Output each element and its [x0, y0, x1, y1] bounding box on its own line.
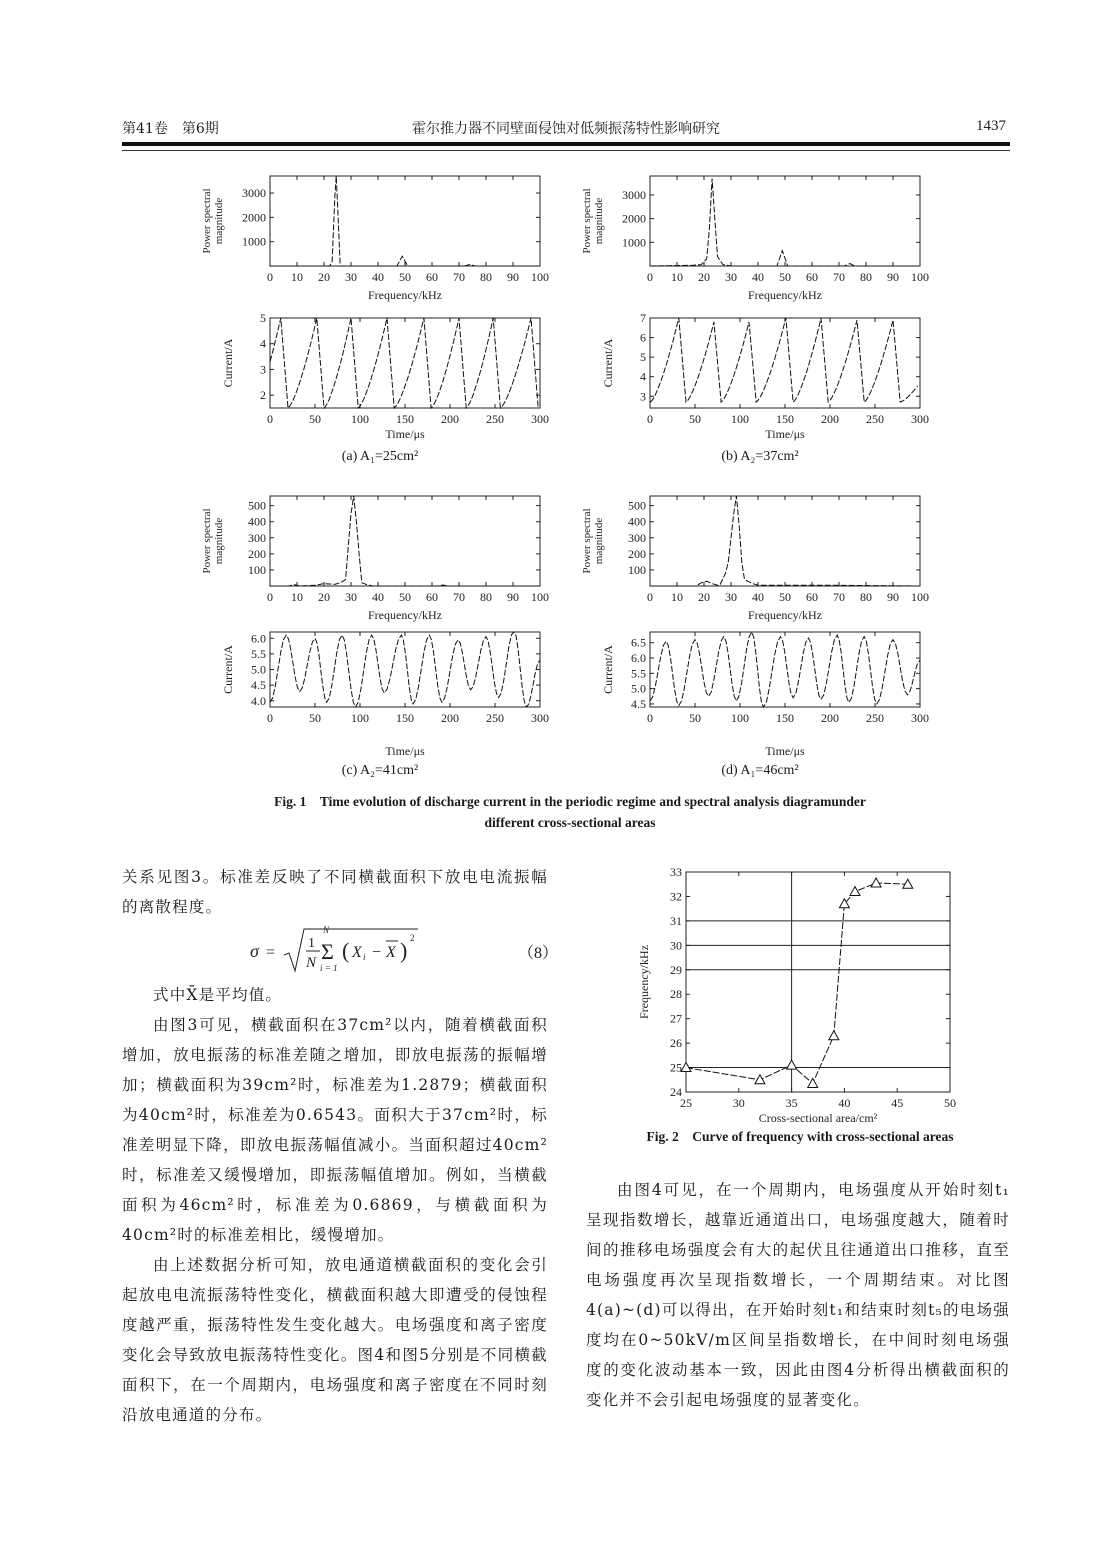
- triangle-marker: [871, 878, 881, 887]
- fig1-caption-line2: different cross-sectional areas: [484, 815, 656, 830]
- x-tick-label: 300: [531, 711, 549, 725]
- x-tick-label: 50: [779, 270, 791, 284]
- y-tick-label: 4.0: [251, 693, 266, 708]
- x-tick-label: 20: [318, 270, 330, 284]
- x-tick-label: 80: [860, 590, 872, 604]
- x-tick-label: 50: [689, 412, 701, 426]
- subcaption-d: (d) A₁=46cm²: [721, 763, 799, 778]
- x-tick-label: 80: [860, 270, 872, 284]
- paragraph: 式中X̄是平均值。: [153, 986, 283, 1004]
- fig1a-current-plot: [190, 308, 570, 443]
- y-tick-label: 3000: [242, 186, 266, 201]
- x-tick-label: 0: [647, 412, 653, 426]
- y-tick-label: 300: [628, 530, 646, 545]
- y-tick-label: 30: [670, 938, 682, 953]
- y-tick-label: 5.0: [251, 662, 266, 677]
- x-tick-label: 40: [372, 590, 384, 604]
- spectrum-line: [650, 178, 920, 266]
- x-tick-label: 300: [911, 412, 929, 426]
- paragraph: 由上述数据分析可知，放电通道横截面积的变化会引起放电电流振荡特性变化，横截面积越大即遭受的侵蚀程度越严重，振荡特性发生变化越大。电场强度和离子密度变化会导致放电振荡特性变化。图4和图5分别是不同横截面积下，在一个周期内，电场强度和离子密度在不同时刻沿放电通道的分布。: [122, 1256, 548, 1424]
- x-tick-label: 50: [399, 270, 411, 284]
- spectrum-line: [650, 496, 920, 586]
- subcaption-c: (c) A₂=41cm²: [341, 763, 419, 778]
- y-tick-label: 2000: [622, 211, 646, 226]
- subcaption-b: (b) A₂=37cm²: [721, 449, 799, 464]
- x-tick-label: 10: [671, 590, 683, 604]
- fig2-caption: Fig. 2 Curve of frequency with cross-sectional areas: [646, 1129, 954, 1144]
- current-waveform: [650, 632, 920, 707]
- svg-text:1: 1: [308, 936, 315, 951]
- x-tick-label: 80: [480, 590, 492, 604]
- x-tick-label: 0: [647, 711, 653, 725]
- y-tick-label: 4: [640, 369, 646, 384]
- header-rule-thin: [122, 150, 1010, 151]
- triangle-marker: [829, 1031, 839, 1040]
- x-tick-label: 10: [291, 590, 303, 604]
- x-tick-label: 50: [944, 1096, 956, 1110]
- x-tick-label: 30: [732, 1096, 745, 1110]
- triangle-marker: [850, 887, 860, 896]
- x-tick-label: 45: [891, 1096, 904, 1110]
- x-tick-label: 10: [291, 270, 303, 284]
- x-tick-label: 60: [806, 270, 818, 284]
- plot-frame: [686, 872, 950, 1092]
- x-tick-label: 50: [309, 412, 321, 426]
- x-tick-label: 40: [838, 1096, 851, 1110]
- plot-frame: [650, 496, 920, 586]
- y-tick-label: 3: [260, 362, 266, 377]
- x-tick-label: 200: [821, 711, 839, 725]
- y-tick-label: 5.5: [251, 646, 266, 661]
- y-tick-label: 7: [640, 311, 646, 325]
- x-tick-label: 30: [725, 590, 737, 604]
- x-tick-label: 30: [725, 270, 737, 284]
- x-tick-label: 0: [267, 412, 273, 426]
- svg-text:(: (: [342, 938, 350, 963]
- x-tick-label: 90: [507, 270, 519, 284]
- y-axis-label: Power spectral: [581, 508, 593, 574]
- triangle-marker: [787, 1060, 797, 1069]
- equation-graphic: [250, 925, 550, 975]
- y-tick-label: 200: [628, 546, 646, 561]
- x-tick-label: 20: [318, 590, 330, 604]
- y-axis-label: Current/A: [221, 338, 235, 388]
- x-tick-label: 150: [776, 412, 794, 426]
- x-tick-label: 50: [779, 590, 791, 604]
- x-tick-label: 0: [267, 590, 273, 604]
- x-tick-label: 40: [752, 590, 764, 604]
- svg-text:2: 2: [410, 933, 415, 943]
- fig2-frequency-plot: [630, 858, 970, 1125]
- y-tick-label: 400: [628, 514, 646, 529]
- x-tick-label: 70: [833, 590, 845, 604]
- spectrum-line: [270, 176, 540, 266]
- y-tick-label: 32: [670, 889, 682, 904]
- x-tick-label: 90: [887, 270, 899, 284]
- x-tick-label: 90: [507, 590, 519, 604]
- equation-8: [250, 925, 559, 975]
- svg-text:X: X: [352, 944, 362, 961]
- y-tick-label: 4.5: [631, 696, 646, 711]
- y-tick-label: 33: [670, 865, 682, 879]
- paragraph: 关系见图3。标准差反映了不同横截面积下放电电流振幅的离散程度。: [122, 868, 548, 916]
- svg-text:=: =: [266, 944, 276, 961]
- svg-text:i: i: [363, 952, 366, 962]
- x-tick-label: 250: [866, 412, 884, 426]
- y-tick-label: 2000: [242, 210, 266, 225]
- y-tick-label: 5.0: [631, 681, 646, 696]
- y-tick-label: 1000: [242, 234, 266, 249]
- y-axis-label: Power spectral: [581, 188, 593, 254]
- x-tick-label: 150: [776, 711, 794, 725]
- x-tick-label: 0: [647, 270, 653, 284]
- y-tick-label: 2: [260, 388, 266, 403]
- equation-number: （8）: [518, 945, 559, 962]
- x-tick-label: 100: [351, 412, 369, 426]
- y-axis-label: magnitude: [213, 197, 225, 245]
- y-tick-label: 31: [670, 913, 682, 928]
- y-tick-label: 100: [628, 562, 646, 577]
- x-axis-label: Frequency/kHz: [368, 288, 442, 302]
- y-tick-label: 5: [260, 311, 266, 325]
- x-tick-label: 70: [833, 270, 845, 284]
- x-tick-label: 100: [731, 412, 749, 426]
- current-waveform: [270, 318, 538, 408]
- x-tick-label: 0: [647, 590, 653, 604]
- x-tick-label: 250: [486, 412, 504, 426]
- x-tick-label: 300: [531, 412, 549, 426]
- y-axis-label: magnitude: [593, 517, 605, 565]
- y-tick-label: 6.5: [631, 635, 646, 650]
- paragraph: 由图3可见，横截面积在37cm²以内，随着横截面积增加，放电振荡的标准差随之增加，即放电振荡的振幅增加；横截面积为39cm²时，标准差为1.2879；横截面积为40cm²时，标准差为0.6543。面积大于37cm²时，标准差明显下降，即放电振荡幅值减小。当面积超过40cm²时，标准差又缓慢增加，即振荡幅值增加。例如，当横截面积为46cm²时，标准差为0.6869，与横截面积为40cm²时的标准差相比，缓慢增加。: [122, 1016, 548, 1244]
- y-tick-label: 500: [628, 498, 646, 513]
- fig1a-spectrum-plot: [190, 168, 570, 308]
- x-axis-label: Time/μs: [385, 427, 425, 441]
- y-tick-label: 3: [640, 389, 646, 404]
- frequency-curve: [686, 883, 908, 1083]
- plot-frame: [650, 632, 920, 707]
- y-axis-label: Power spectral: [201, 508, 213, 574]
- plot-frame: [650, 176, 920, 266]
- x-tick-label: 30: [345, 270, 357, 284]
- fig1c-current-plot: [190, 625, 570, 760]
- x-tick-label: 100: [911, 590, 929, 604]
- y-tick-label: 1000: [622, 235, 646, 250]
- y-tick-label: 6.0: [631, 651, 646, 666]
- x-tick-label: 25: [680, 1096, 692, 1110]
- x-axis-label: Cross-sectional area/cm²: [758, 1111, 878, 1125]
- fig1b-current-plot: [570, 308, 950, 443]
- fig1-caption-line1: Fig. 1 Time evolution of discharge current in the periodic regime and spectral analysis diagramunder: [274, 794, 866, 809]
- x-tick-label: 200: [821, 412, 839, 426]
- x-tick-label: 0: [267, 711, 273, 725]
- x-axis-label: Time/μs: [385, 744, 425, 758]
- x-tick-label: 50: [689, 711, 701, 725]
- y-tick-label: 4.5: [251, 678, 266, 693]
- x-tick-label: 100: [531, 270, 549, 284]
- x-axis-label: Time/μs: [765, 744, 805, 758]
- y-tick-label: 26: [670, 1036, 682, 1051]
- y-tick-label: 100: [248, 562, 266, 577]
- y-tick-label: 29: [670, 962, 682, 977]
- y-tick-label: 5: [640, 350, 646, 365]
- triangle-marker: [681, 1063, 691, 1072]
- plot-frame: [270, 496, 540, 586]
- x-axis-label: Time/μs: [765, 427, 805, 441]
- y-tick-label: 6: [640, 330, 646, 345]
- x-tick-label: 10: [671, 270, 683, 284]
- x-tick-label: 50: [309, 711, 321, 725]
- x-tick-label: 20: [698, 590, 710, 604]
- svg-text:i = 1: i = 1: [320, 963, 338, 973]
- y-tick-label: 24: [670, 1085, 682, 1099]
- x-tick-label: 150: [396, 412, 414, 426]
- header-rule-thick: [122, 142, 1010, 146]
- x-tick-label: 250: [486, 711, 504, 725]
- fig1d-spectrum-plot: [570, 488, 950, 623]
- svg-text:Σ: Σ: [321, 939, 334, 964]
- fig1b-spectrum-plot: [570, 168, 950, 308]
- spectrum-line: [270, 496, 540, 586]
- y-axis-label: Power spectral: [201, 188, 213, 254]
- x-tick-label: 70: [453, 590, 465, 604]
- x-tick-label: 35: [785, 1096, 798, 1110]
- left-column-body: [122, 980, 548, 1430]
- svg-text:X: X: [386, 944, 396, 961]
- x-axis-label: Frequency/kHz: [748, 288, 822, 302]
- x-tick-label: 300: [911, 711, 929, 725]
- y-tick-label: 25: [670, 1060, 682, 1075]
- y-tick-label: 400: [248, 514, 266, 529]
- y-tick-label: 500: [248, 498, 266, 513]
- x-tick-label: 200: [441, 711, 459, 725]
- right-column-body: [586, 1175, 1010, 1415]
- x-tick-label: 0: [267, 270, 273, 284]
- y-axis-label: Current/A: [601, 338, 615, 388]
- x-tick-label: 100: [911, 270, 929, 284]
- y-tick-label: 27: [670, 1011, 682, 1026]
- current-waveform: [650, 318, 917, 402]
- journal-running-title: 霍尔推力器不同壁面侵蚀对低频振荡特性影响研究: [412, 121, 720, 137]
- svg-text:σ: σ: [250, 941, 259, 961]
- y-axis-label: Current/A: [221, 645, 235, 694]
- y-tick-label: 28: [670, 987, 682, 1002]
- x-tick-label: 150: [396, 711, 414, 725]
- paragraph: 由图4可见，在一个周期内，电场强度从开始时刻t₁呈现指数增长，越靠近通道出口，电场强度越大，随着时间的推移电场强度会有大的起伏且往通道出口推移，直至电场强度再次呈现指数增长，一个周期结束。对比图4(a)~(d)可以得出，在开始时刻t₁和结束时刻t₅的电场强度均在0~50kV/m区间呈指数增长，在中间时刻电场强度的变化波动基本一致，因此由图4分析得出横截面积的变化并不会引起电场强度的显著变化。: [586, 1181, 1010, 1409]
- volume-issue: 第41卷 第6期: [122, 121, 219, 137]
- x-tick-label: 60: [426, 590, 438, 604]
- triangle-marker: [755, 1075, 765, 1084]
- x-tick-label: 90: [887, 590, 899, 604]
- x-tick-label: 100: [731, 711, 749, 725]
- running-header: [122, 118, 1010, 140]
- y-axis-label: magnitude: [213, 517, 225, 565]
- current-waveform: [270, 632, 540, 707]
- x-tick-label: 100: [531, 590, 549, 604]
- svg-text:N: N: [306, 955, 317, 971]
- y-axis-label: magnitude: [593, 197, 605, 245]
- x-tick-label: 70: [453, 270, 465, 284]
- x-tick-label: 250: [866, 711, 884, 725]
- x-tick-label: 100: [351, 711, 369, 725]
- svg-text:N: N: [323, 925, 330, 935]
- x-tick-label: 60: [806, 590, 818, 604]
- x-tick-label: 60: [426, 270, 438, 284]
- x-tick-label: 20: [698, 270, 710, 284]
- svg-text:): ): [400, 938, 408, 963]
- y-axis-label: Current/A: [601, 645, 615, 694]
- x-axis-label: Frequency/kHz: [748, 608, 822, 622]
- subcaption-a: (a) A₁=25cm²: [341, 449, 419, 464]
- y-tick-label: 3000: [622, 187, 646, 202]
- x-axis-label: Frequency/kHz: [368, 608, 442, 622]
- x-tick-label: 80: [480, 270, 492, 284]
- plot-frame: [650, 318, 920, 408]
- x-tick-label: 40: [752, 270, 764, 284]
- x-tick-label: 30: [345, 590, 357, 604]
- y-tick-label: 200: [248, 546, 266, 561]
- x-tick-label: 200: [441, 412, 459, 426]
- y-tick-label: 6.0: [251, 631, 266, 646]
- x-tick-label: 40: [372, 270, 384, 284]
- y-tick-label: 5.5: [631, 666, 646, 681]
- y-axis-label: Frequency/kHz: [637, 945, 651, 1019]
- y-tick-label: 4: [260, 336, 266, 351]
- fig1d-current-plot: [570, 625, 950, 760]
- fig1c-spectrum-plot: [190, 488, 570, 623]
- plot-frame: [270, 176, 540, 266]
- page-number: 1437: [976, 118, 1006, 134]
- y-tick-label: 300: [248, 530, 266, 545]
- svg-text:−: −: [372, 944, 382, 961]
- x-tick-label: 50: [399, 590, 411, 604]
- left-column-intro: [122, 862, 548, 922]
